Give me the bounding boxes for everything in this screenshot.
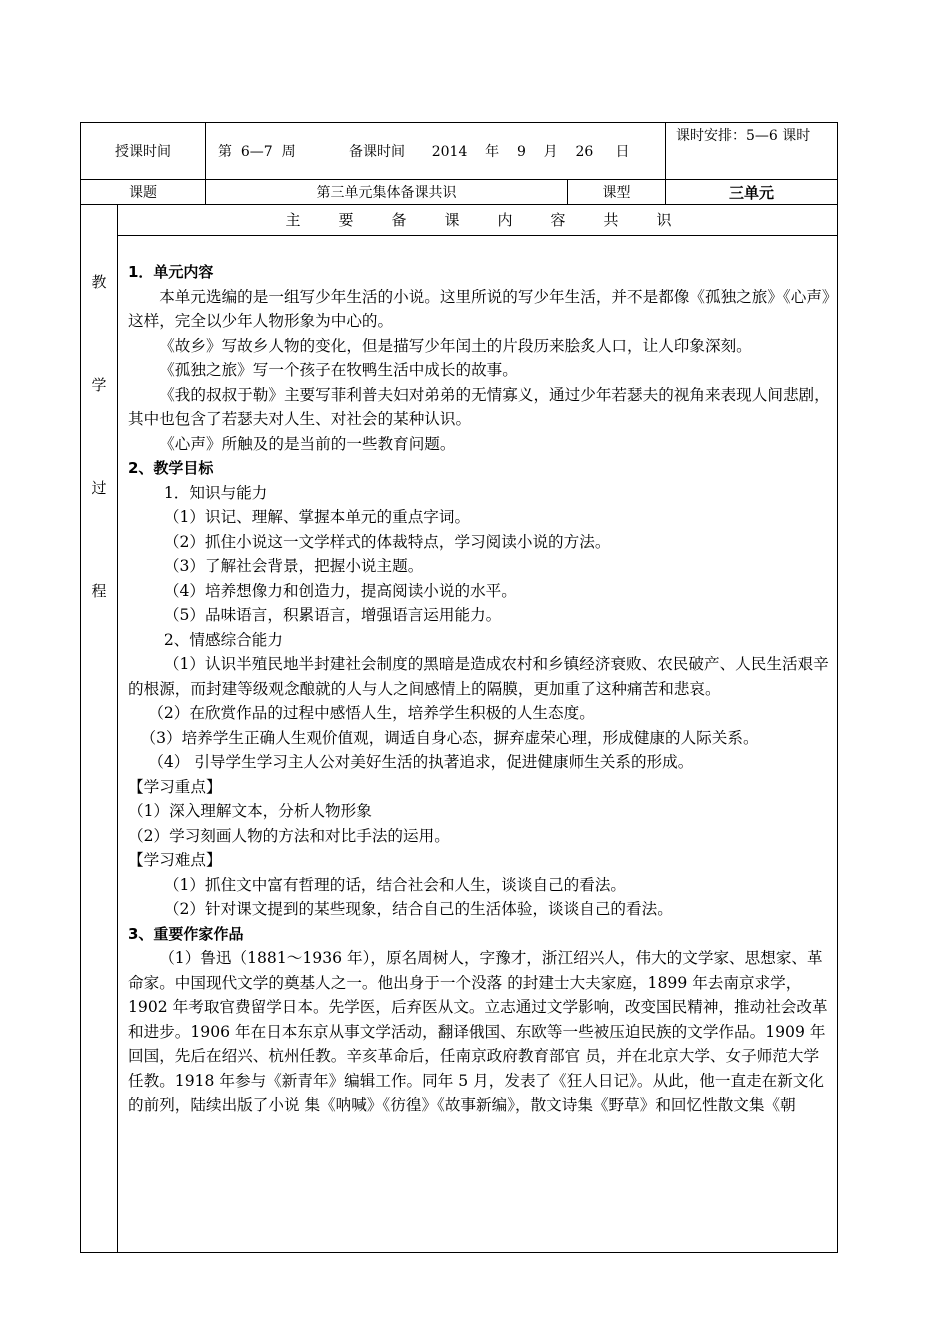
content-paragraph: （5）品味语言，积累语言，增强语言运用能力。: [163, 606, 502, 624]
process-side-label: [81, 205, 118, 1253]
content-paragraph: 《故乡》写故乡人物的变化，但是描写少年闰土的片段历来脍炙人口，让人印象深刻。: [159, 336, 752, 355]
content-paragraph: （4） 引导学生学习主人公对美好生活的执著追求，促进健康师生关系的形成。: [148, 753, 694, 771]
content-paragraph: 《孤独之旅》写一个孩子在牧鸭生活中成长的故事。: [159, 361, 518, 379]
content-paragraph: （2）在欣赏作品的过程中感悟人生，培养学生积极的人生态度。: [148, 704, 595, 722]
content-heading: 1．单元内容: [128, 263, 214, 281]
side-char: 学: [91, 376, 107, 394]
content-paragraph: （4）培养想像力和创造力，提高阅读小说的水平。: [163, 581, 517, 600]
content-paragraph: 本单元选编的是一组写少年生活的小说。这里所说的写少年生活，并不是都像《孤独之旅》《心声》这样，完全以少年人物形象为中心的。: [128, 287, 830, 330]
content-paragraph: 【学习重点】: [128, 777, 222, 796]
content-paragraph: （2）抓住小说这一文学样式的体裁特点，学习阅读小说的方法。: [163, 532, 611, 551]
content-cell: [118, 205, 838, 1253]
week-prep-time: 第 6—7 周 备课时间 2014 年 9 月 26 日: [206, 123, 666, 180]
content-heading: 2、教学目标: [128, 459, 214, 477]
topic-label: 课题: [81, 180, 206, 205]
lesson-plan-table: [80, 122, 838, 1253]
type-label: 课型: [568, 180, 666, 205]
topic-value: 第三单元集体备课共识: [206, 180, 568, 205]
content-paragraph: （1）认识半殖民地半封建社会制度的黑暗是造成农村和乡镇经济衰败、农民破产、人民生活艰辛的根源，而封建等级观念酿就的人与人之间感情上的隔膜，更加重了这种痛苦和悲哀。: [128, 655, 829, 698]
side-char: 教: [91, 273, 107, 291]
time-label: 授课时间: [81, 123, 206, 180]
content-paragraph: （3）了解社会背景，把握小说主题。: [163, 557, 424, 575]
content-paragraph: （1）抓住文中富有哲理的话，结合社会和人生，谈谈自己的看法。: [163, 875, 627, 894]
content-paragraph: 1．知识与能力: [163, 483, 268, 502]
content-paragraph: 《心声》所触及的是当前的一些教育问题。: [159, 434, 456, 453]
content-paragraph: （1）鲁迅（1881～1936 年），原名周树人，字豫才，浙江绍兴人，伟大的文学家、思想家、革命家。中国现代文学的奠基人之一。他出身于一个没落 的封建士大夫家庭，1899 年去南京求学，1902 年考取官费留学日本。先学医，后弃医从文。立志通过文学影响，改变国民精神，推动社会改革和进步。1906 年在日本东京从事文学活动，翻译俄国、东欧等一些被压迫民族的文学作品。1909 年回国，先后在绍兴、杭州任教。辛亥革命后，任南京政府教育部官 员，并在北京大学、女子师范大学任教。1918 年参与《新青年》编辑工作。同年 5 月，发表了《狂人日记》。从此，他一直走在新文化的前列，陆续出版了小说 集《呐喊》《彷徨》《故事新编》，散文诗集《野草》和回忆性散文集《朝: [128, 949, 828, 1114]
content-paragraph: 2、情感综合能力: [163, 630, 283, 649]
content-paragraph: （2）学习刻画人物的方法和对比手法的运用。: [128, 826, 450, 845]
side-char: 过: [91, 479, 107, 497]
content-paragraph: 《我的叔叔于勒》主要写菲利普夫妇对弟弟的无情寡义，通过少年若瑟夫的视角来表现人间悲剧，其中也包含了若瑟夫对人生、对社会的某种认识。: [128, 385, 830, 428]
lesson-plan-sheet: [80, 122, 837, 1253]
content-paragraph: （3）培养学生正确人生观价值观，调适自身心态，摒弃虚荣心理，形成健康的人际关系。: [140, 728, 759, 747]
content-paragraph: （2）针对课文提到的某些现象，结合自己的生活体验，谈谈自己的看法。: [163, 900, 673, 918]
content-heading: 3、重要作家作品: [128, 924, 244, 943]
content-paragraph: （1）识记、理解、掌握本单元的重点字词。: [163, 508, 471, 526]
content-paragraph: 【学习难点】: [128, 851, 222, 869]
content-paragraph: （1）深入理解文本，分析人物形象: [128, 802, 372, 820]
type-value: 三单元: [666, 180, 838, 205]
section-header: 主要备课内容共识: [118, 205, 837, 236]
schedule-text: 课时安排：5—6 课时: [666, 123, 838, 180]
content-body: [118, 236, 837, 1252]
side-char: 程: [91, 582, 107, 600]
